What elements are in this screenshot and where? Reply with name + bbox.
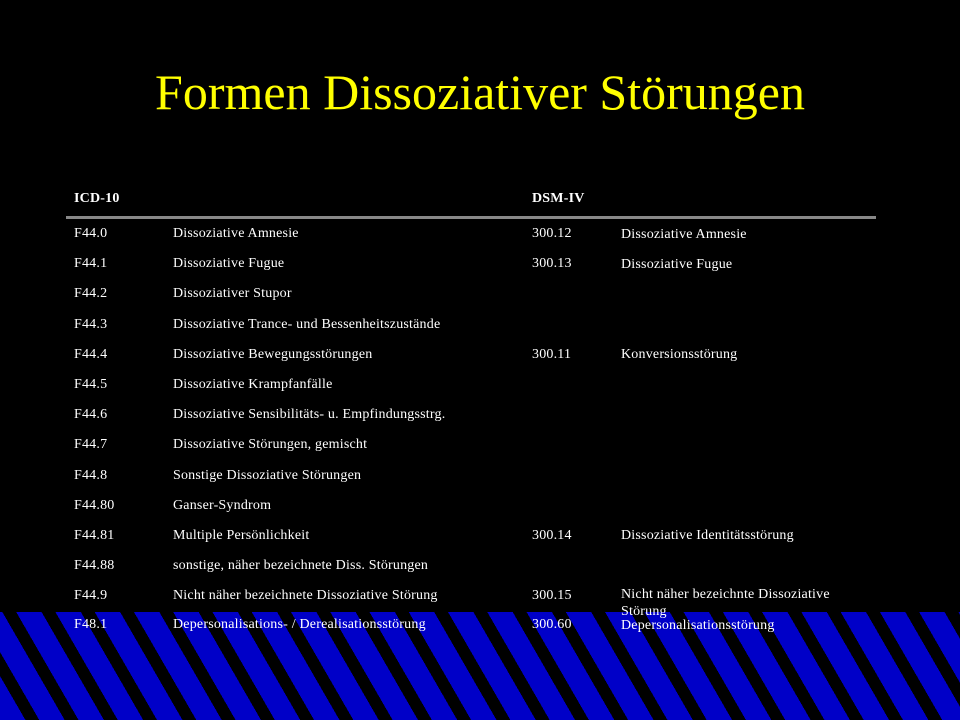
table-row [66,219,876,249]
icd-code-cell: F44.4 [74,346,108,362]
dsm-name-cell: Nicht näher bezeichnte Dissoziative Störung [621,587,830,620]
icd-name-cell: Depersonalisations- / Derealisationsstörung [173,617,426,633]
dsm-name-cell: Konversionsstörung [621,347,738,363]
table-row [66,581,876,620]
icd-name-cell: Nicht näher bezeichnete Dissoziative Störung [173,588,438,604]
table-header-row [66,182,876,219]
dsm-code-cell: 300.12 [532,226,572,242]
dsm-code-cell: 300.14 [532,527,572,543]
icd-code-cell: F44.80 [74,497,115,513]
icd-name-cell: Dissoziativer Stupor [173,286,292,302]
header-dsm: DSM-IV [532,191,585,206]
dsm-name-cell: Dissoziative Identitätsstörung [621,528,794,544]
table-row [66,340,876,370]
table-row [66,310,876,340]
icd-code-cell: F44.9 [74,588,108,604]
icd-code-cell: F44.1 [74,256,108,272]
dsm-code-cell: 300.11 [532,346,572,362]
dsm-name-cell: Dissoziative Fugue [621,256,733,272]
icd-code-cell: F48.1 [74,617,108,633]
table-row [66,400,876,430]
icd-code-cell: F44.2 [74,286,108,302]
icd-name-cell: Dissoziative Störungen, gemischt [173,437,368,453]
icd-name-cell: Multiple Persönlichkeit [173,527,310,543]
table-row [66,249,876,279]
dsm-name-cell: Depersonalisationsstörung [621,617,775,633]
icd-code-cell: F44.88 [74,558,115,574]
icd-name-cell: Dissoziative Trance- und Bessenheitszustände [173,316,441,332]
icd-code-cell: F44.5 [74,377,108,393]
table-row [66,461,876,491]
dsm-code-cell: 300.60 [532,617,572,633]
icd-code-cell: F44.6 [74,407,108,423]
table-row [66,279,876,309]
icd-name-cell: Ganser-Syndrom [173,497,272,513]
icd-name-cell: sonstige, näher bezeichnete Diss. Störungen [173,558,429,574]
icd-name-cell: Dissoziative Fugue [173,256,285,272]
icd-name-cell: Dissoziative Sensibilitäts- u. Empfindungsstrg. [173,407,446,423]
table-row [66,491,876,521]
icd-code-cell: F44.81 [74,527,115,543]
dsm-code-cell: 300.15 [532,588,572,604]
icd-name-cell: Sonstige Dissoziative Störungen [173,467,362,483]
icd-name-cell: Dissoziative Bewegungsstörungen [173,346,373,362]
table-row [66,430,876,460]
icd-code-cell: F44.7 [74,437,108,453]
icd-code-cell: F44.8 [74,467,108,483]
dsm-code-cell: 300.13 [532,256,572,272]
header-icd: ICD-10 [74,191,120,206]
table-row [66,370,876,400]
icd-dsm-table [66,182,876,639]
dsm-name-cell: Dissoziative Amnesie [621,226,747,242]
table-row [66,521,876,551]
icd-code-cell: F44.3 [74,316,108,332]
icd-name-cell: Dissoziative Amnesie [173,226,299,242]
slide-title: Formen Dissoziativer Störungen [155,64,805,120]
table-row [66,551,876,581]
icd-code-cell: F44.0 [74,226,108,242]
icd-name-cell: Dissoziative Krampfanfälle [173,377,333,393]
table-body [66,219,876,639]
